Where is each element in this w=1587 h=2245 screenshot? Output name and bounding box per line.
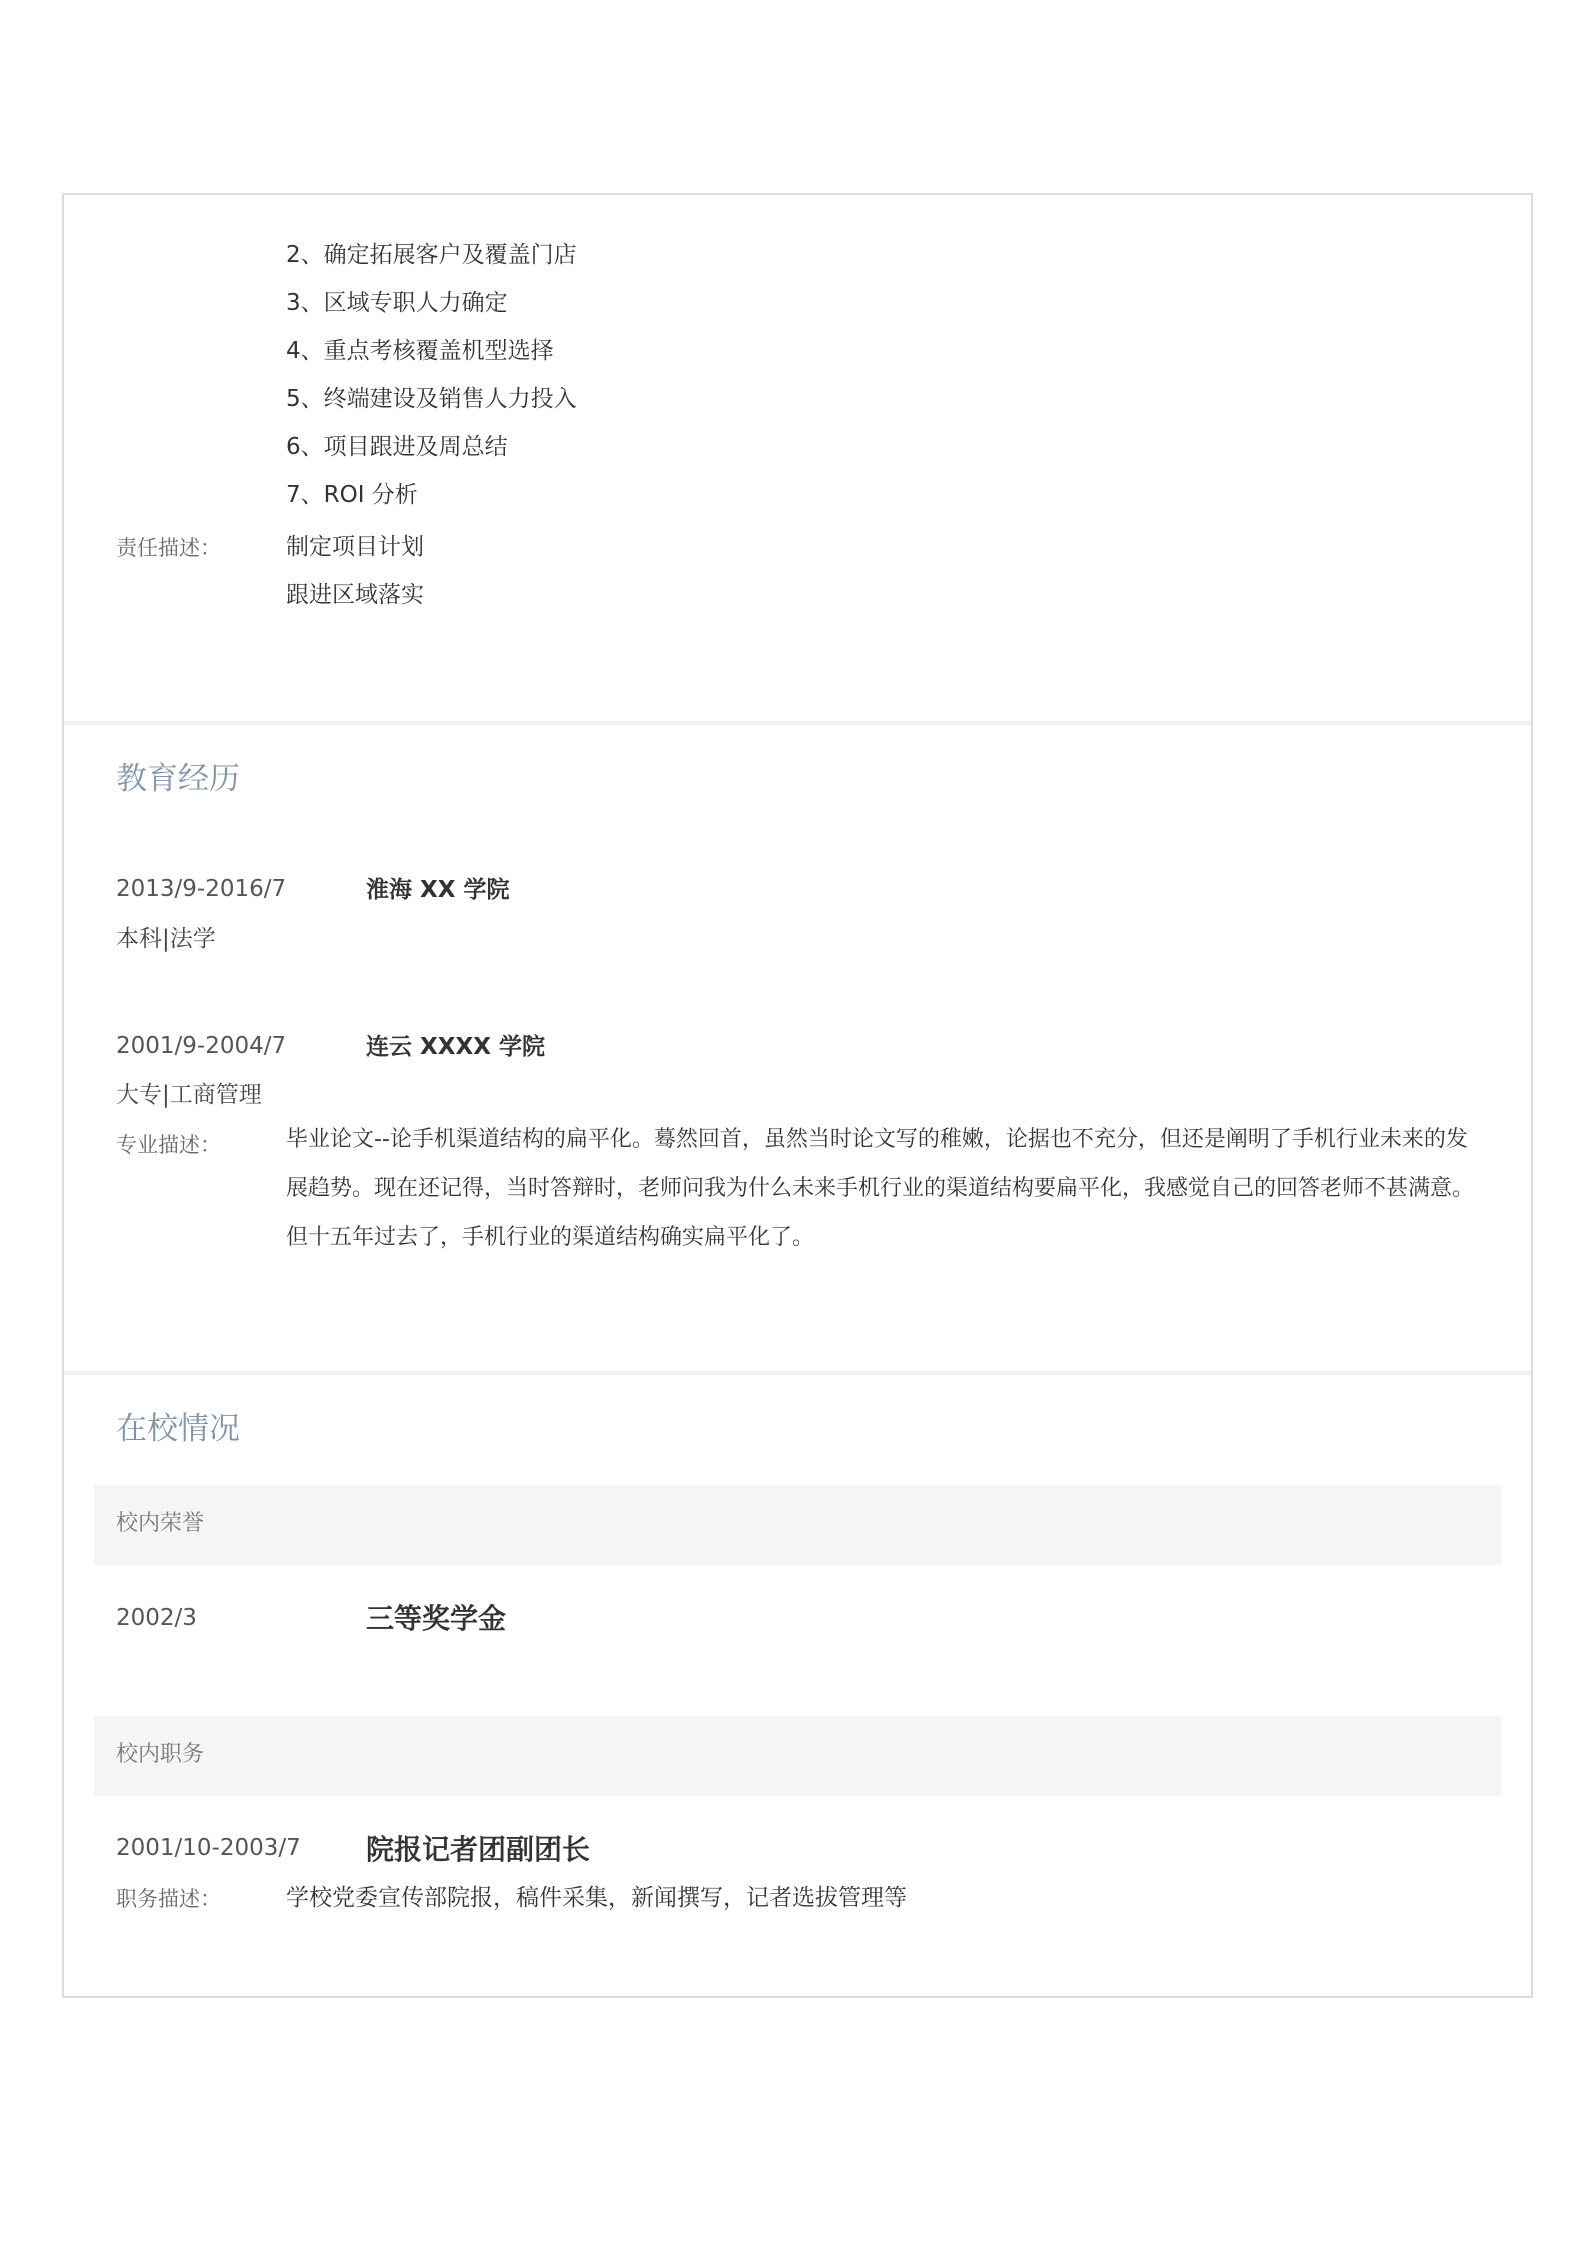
- education-date: 2013/9-2016/7: [116, 876, 287, 902]
- project-item: 2、确定拓展客户及覆盖门店: [286, 242, 577, 268]
- education-school: 连云 XXXX 学院: [366, 1034, 545, 1060]
- position-desc: 学校党委宣传部院报，稿件采集，新闻撰写，记者选拔管理等: [286, 1885, 907, 1911]
- education-degree: 本科|法学: [116, 926, 216, 952]
- honor-name: 三等奖学金: [366, 1602, 507, 1635]
- positions-header: [94, 1716, 1502, 1796]
- major-desc-label: 专业描述：: [116, 1133, 221, 1157]
- section-divider: [64, 1371, 1531, 1375]
- project-item: 6、项目跟进及周总结: [286, 434, 508, 460]
- resume-card: [62, 193, 1533, 1998]
- responsibility-item: 制定项目计划: [286, 534, 424, 560]
- campus-title: 在校情况: [116, 1411, 240, 1447]
- position-name: 院报记者团副团长: [366, 1833, 591, 1866]
- position-desc-label: 职务描述：: [116, 1887, 221, 1911]
- education-school: 淮海 XX 学院: [366, 877, 510, 903]
- honor-date: 2002/3: [116, 1605, 197, 1631]
- major-desc: 毕业论文--论手机渠道结构的扁平化。蓦然回首，虽然当时论文写的稚嫩，论据也不充分，但还是阐明了手机行业未来的发展趋势。现在还记得，当时答辩时，老师问我为什么未来手机行业的渠道结构要扁平化，我感觉自己的回答老师不甚满意。但十五年过去了，手机行业的渠道结构确实扁平化了。: [286, 1127, 1475, 1250]
- project-item: 3、区域专职人力确定: [286, 290, 508, 316]
- position-date: 2001/10-2003/7: [116, 1835, 301, 1861]
- education-title: 教育经历: [116, 761, 240, 797]
- section-divider: [64, 721, 1531, 725]
- education-degree: 大专|工商管理: [116, 1082, 262, 1108]
- honors-header: [94, 1485, 1502, 1565]
- responsibility-label: 责任描述：: [116, 536, 221, 560]
- project-item: 7、ROI 分析: [286, 482, 418, 508]
- positions-label: 校内职务: [116, 1742, 205, 1767]
- responsibility-item: 跟进区域落实: [286, 582, 424, 608]
- project-item: 5、终端建设及销售人力投入: [286, 386, 577, 412]
- education-date: 2001/9-2004/7: [116, 1033, 287, 1059]
- honors-label: 校内荣誉: [116, 1511, 205, 1536]
- project-item: 4、重点考核覆盖机型选择: [286, 338, 554, 364]
